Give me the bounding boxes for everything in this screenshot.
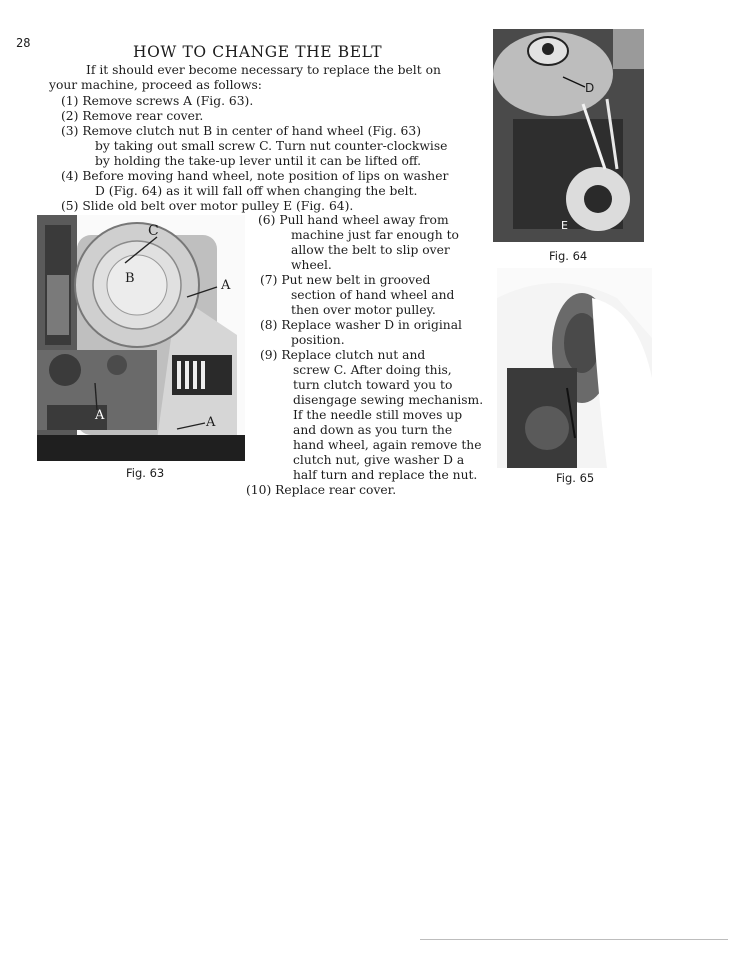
step-9-line-4: disengage sewing mechanism. [293,393,484,407]
fig-63-label-a2: A [95,408,105,423]
step-6-line-3: allow the belt to slip over [291,243,450,257]
step-9-line-1: (9) Replace clutch nut and [260,348,426,362]
fig-64-photo [493,29,644,242]
fig-63-photo [37,215,245,461]
intro-line-2: your machine, proceed as follows: [49,78,262,92]
step-8-line-2: position. [291,333,345,347]
fig-65-caption: Fig. 65 [556,471,595,485]
step-9-line-3: turn clutch toward you to [293,378,453,392]
step-7-line-2: section of hand wheel and [291,288,455,302]
step-9-line-2: screw C. After doing this, [293,363,452,377]
step-9-line-9: half turn and replace the nut. [293,468,478,482]
fig-63-label-c: C [148,223,159,239]
step-5: (5) Slide old belt over motor pulley E (Fig. 64). [61,199,354,213]
page-number: 28 [16,36,31,50]
fig-64-caption: Fig. 64 [549,249,588,263]
step-8-line-1: (8) Replace washer D in original [260,318,462,332]
fig-63-label-b: B [125,271,135,286]
step-7-line-1: (7) Put new belt in grooved [260,273,431,287]
step-7-line-3: then over motor pulley. [291,303,436,317]
step-9-line-8: clutch nut, give washer D a [293,453,465,467]
fig-64-label-d: D [585,81,595,95]
step-6-line-1: (6) Pull hand wheel away from [258,213,449,227]
step-10: (10) Replace rear cover. [246,483,397,497]
step-9-line-5: If the needle still moves up [293,408,463,422]
fig-63-label-a3: A [206,415,216,430]
fig-63-caption: Fig. 63 [126,466,165,480]
page-bottom-rule [420,939,728,940]
step-1: (1) Remove screws A (Fig. 63). [61,94,254,108]
page-title: HOW TO CHANGE THE BELT [133,43,383,61]
intro-line-1: If it should ever become necessary to replace the belt on [86,63,441,77]
step-9-line-6: and down as you turn the [293,423,453,437]
fig-63-label-a1: A [221,278,231,293]
step-9-line-7: hand wheel, again remove the [293,438,482,452]
step-3-line-3: by holding the take-up lever until it can be lifted off. [95,154,422,168]
fig-64-label-e: E [561,219,568,232]
step-6-line-4: wheel. [291,258,332,272]
step-4-line-2: D (Fig. 64) as it will fall off when changing the belt. [95,184,418,198]
fig-65-photo [497,268,652,468]
step-3-line-1: (3) Remove clutch nut B in center of hand wheel (Fig. 63) [61,124,421,138]
step-4-line-1: (4) Before moving hand wheel, note position of lips on washer [61,169,449,183]
step-6-line-2: machine just far enough to [291,228,459,242]
step-2: (2) Remove rear cover. [61,109,204,123]
fig-64-illustration [493,29,644,242]
fig-65-illustration [497,268,652,468]
step-3-line-2: by taking out small screw C. Turn nut counter-clockwise [95,139,448,153]
